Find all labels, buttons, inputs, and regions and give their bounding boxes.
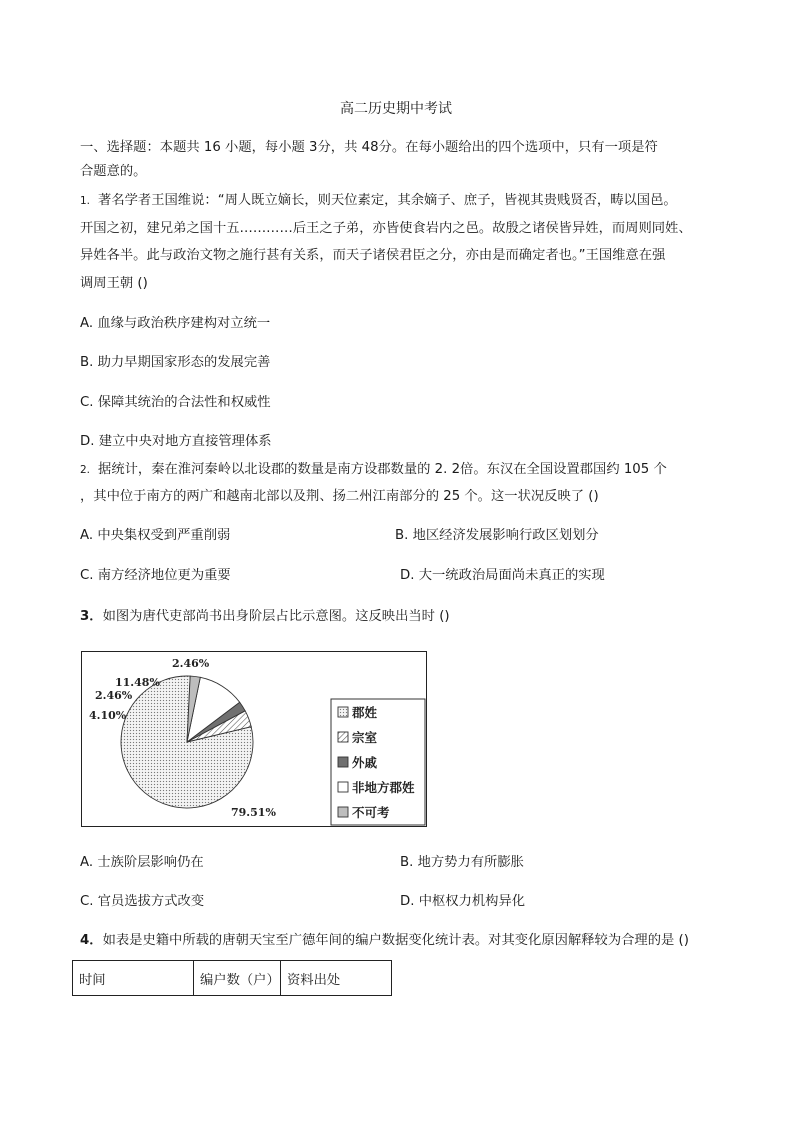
table-header-time: 时间 bbox=[73, 961, 194, 996]
table-header-households: 编户数（户） bbox=[194, 961, 281, 996]
legend-swatch-3 bbox=[338, 757, 348, 767]
question-1-option-d[interactable]: D. 建立中央对地方直接管理体系 bbox=[80, 434, 272, 449]
question-3-option-d[interactable]: D. 中枢权力机构异化 bbox=[400, 894, 526, 909]
question-1-text-1: 著名学者王国维说：“周人既立嫡长，则天位素定，其余嫡子、庶子，皆视其贵贱贤否，畴以国邑。 bbox=[98, 193, 677, 208]
table-header-source: 资料出处 bbox=[281, 961, 392, 996]
question-2-option-d[interactable]: D. 大一统政治局面尚未真正的实现 bbox=[400, 568, 605, 583]
question-3-option-b[interactable]: B. 地方势力有所膨胀 bbox=[400, 855, 524, 870]
pie-value-label-4: 11.48% bbox=[115, 676, 160, 689]
pie-value-label-2: 4.10% bbox=[89, 709, 127, 722]
question-3-number: 3． bbox=[80, 609, 103, 624]
question-4-text: 如表是史籍中所载的唐朝天宝至广德年间的编户数据变化统计表。对其变化原因解释较为合理的是 () bbox=[102, 933, 689, 948]
question-2-line-2: ，其中位于南方的两广和越南北部以及荆、扬二州江南部分的 25 个。这一状况反映了 () bbox=[80, 489, 599, 504]
question-3-text: 如图为唐代吏部尚书出身阶层占比示意图。这反映出当时 () bbox=[102, 609, 450, 624]
question-4-line-1 bbox=[80, 933, 689, 949]
pie-value-label-3: 2.46% bbox=[95, 689, 133, 702]
question-3-option-c[interactable]: C. 官员选拔方式改变 bbox=[80, 894, 205, 909]
question-1-line-2: 开国之初，建兄弟之国十五…………后王之子弟，亦皆使食岩内之邑。故殷之诸侯皆异姓，而周则同姓、 bbox=[80, 221, 692, 236]
legend-swatch-1 bbox=[338, 707, 348, 717]
question-1-line-3: 异姓各半。此与政治文物之施行甚有关系，而天子诸侯君臣之分，亦由是而确定者也。”王国维意在强 bbox=[80, 248, 666, 263]
question-4-number: 4． bbox=[80, 933, 103, 948]
question-2-option-c[interactable]: C. 南方经济地位更为重要 bbox=[80, 568, 231, 583]
legend-label-5: 不可考 bbox=[352, 805, 390, 820]
question-2-line-1 bbox=[80, 462, 667, 478]
question-1-option-b[interactable]: B. 助力早期国家形态的发展完善 bbox=[80, 355, 271, 370]
section-heading-line2: 合题意的。 bbox=[80, 164, 147, 179]
question-2-number: 2. bbox=[80, 464, 91, 476]
pie-value-label-5: 2.46% bbox=[172, 657, 210, 670]
section-heading-line1: 一、选择题：本题共 16 小题，每小题 3分，共 48分。在每小题给出的四个选项中，只有一项是符 bbox=[80, 140, 658, 155]
legend-swatch-2 bbox=[338, 732, 348, 742]
question-1-option-c[interactable]: C. 保障其统治的合法性和权威性 bbox=[80, 395, 271, 410]
question-2-text-1: 据统计，秦在淮河秦岭以北设郡的数量是南方设郡数量的 2. 2倍。东汉在全国设置郡国约 105 个 bbox=[98, 462, 667, 477]
legend-label-4: 非地方郡姓 bbox=[352, 780, 415, 795]
table-header-row bbox=[73, 961, 392, 996]
legend-label-1: 郡姓 bbox=[352, 705, 378, 720]
question-3-line-1 bbox=[80, 609, 450, 625]
question-1-line-1 bbox=[80, 193, 677, 209]
legend-label-2: 宗室 bbox=[352, 730, 378, 745]
pie-chart bbox=[81, 651, 427, 827]
legend-label-3: 外戚 bbox=[352, 755, 378, 770]
question-3-option-a[interactable]: A. 士族阶层影响仍在 bbox=[80, 855, 204, 870]
household-table bbox=[72, 960, 392, 996]
question-2-option-b[interactable]: B. 地区经济发展影响行政区划划分 bbox=[395, 528, 599, 543]
question-1-line-4: 调周王朝 () bbox=[80, 276, 148, 291]
question-1-option-a[interactable]: A. 血缘与政治秩序建构对立统一 bbox=[80, 316, 271, 331]
pie-value-label-1: 79.51% bbox=[231, 806, 276, 819]
page-title: 高二历史期中考试 bbox=[340, 101, 452, 117]
legend-swatch-5 bbox=[338, 807, 348, 817]
question-1-number: 1. bbox=[80, 195, 91, 207]
question-2-option-a[interactable]: A. 中央集权受到严重削弱 bbox=[80, 528, 231, 543]
legend-swatch-4 bbox=[338, 782, 348, 792]
